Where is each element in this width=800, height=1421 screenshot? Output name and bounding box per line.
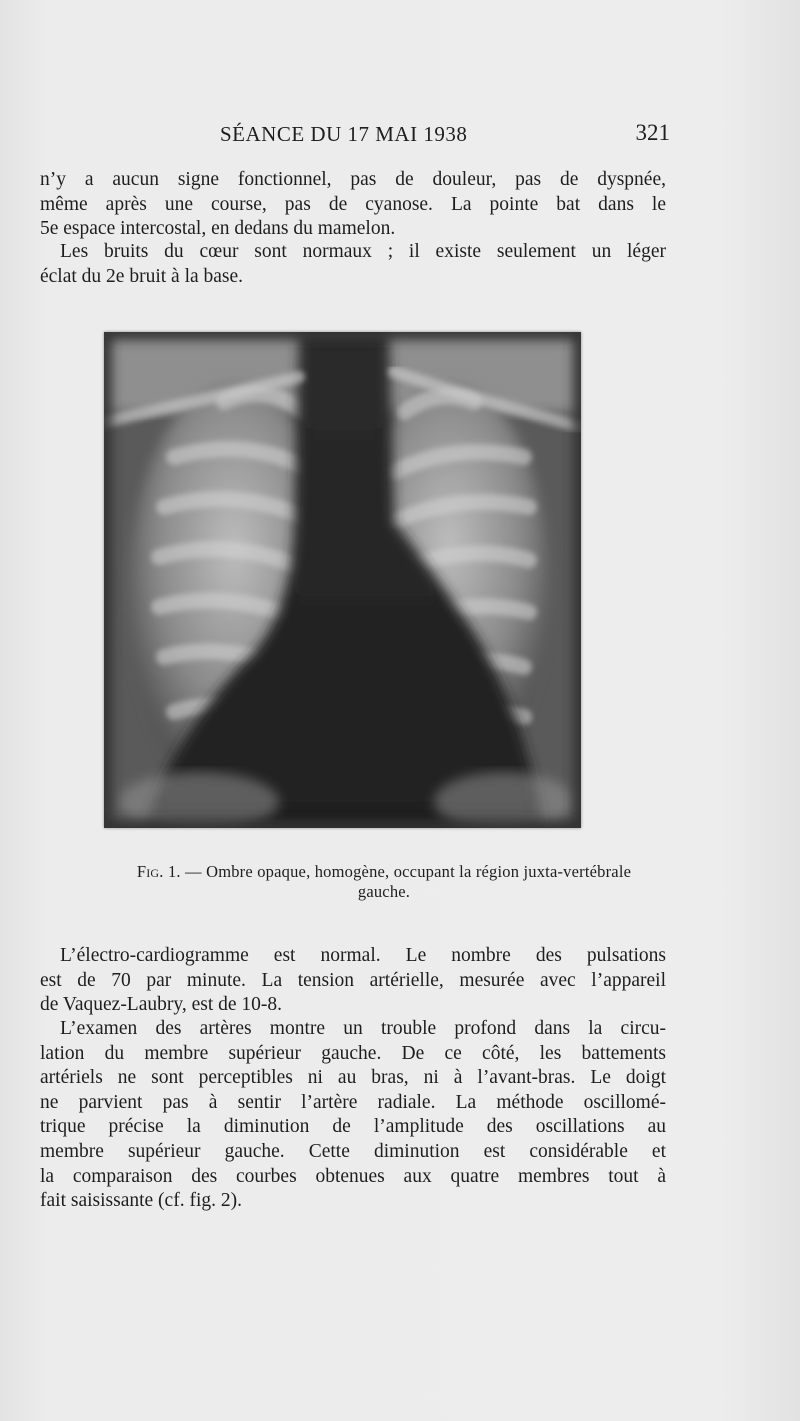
paragraph-3	[40, 944, 666, 1018]
text-line: trique précise la diminution de l’amplitude des oscillations au	[40, 1116, 666, 1138]
chest-xray-drawing	[104, 332, 581, 828]
paragraph-2	[40, 240, 666, 289]
page-number: 321	[635, 120, 670, 145]
paragraph-1	[40, 168, 666, 242]
text-line: artériels ne sont perceptibles ni au bras, ni à l’avant-bras. Le doigt	[40, 1067, 666, 1089]
text-line: de Vaquez-Laubry, est de 10-8.	[40, 994, 283, 1016]
running-header	[220, 118, 670, 152]
chest-xray-image	[104, 332, 581, 828]
text-line: 5e espace intercostal, en dedans du mamelon.	[40, 218, 396, 240]
running-title: SÉANCE DU 17 MAI 1938	[220, 122, 468, 146]
figure-caption	[104, 862, 664, 902]
text-line: ne parvient pas à sentir l’artère radiale. La méthode oscillomé-	[40, 1091, 666, 1113]
text-line: même après une course, pas de cyanose. La pointe bat dans le	[40, 193, 666, 215]
caption-text: — Ombre opaque, homogène, occupant la région juxta-vertébrale	[180, 862, 632, 881]
figure-label: Fig. 1.	[136, 862, 181, 881]
text-line: la comparaison des courbes obtenues aux quatre membres tout à	[40, 1165, 666, 1187]
text-line: n’y a aucun signe fonctionnel, pas de douleur, pas de dyspnée,	[40, 169, 666, 190]
text-line: Les bruits du cœur sont normaux ; il existe seulement un léger	[60, 241, 666, 262]
caption-text-continued: gauche.	[357, 882, 411, 901]
text-line: L’électro-cardiogramme est normal. Le nombre des pulsations	[60, 945, 666, 966]
text-line: est de 70 par minute. La tension artérielle, mesurée avec l’appareil	[40, 969, 666, 991]
paragraph-4	[40, 1017, 666, 1214]
text-line: fait saisissante (cf. fig. 2).	[40, 1190, 242, 1212]
text-line: lation du membre supérieur gauche. De ce côté, les battements	[40, 1042, 666, 1064]
text-line: éclat du 2e bruit à la base.	[40, 265, 244, 287]
text-line: membre supérieur gauche. Cette diminution est considérable et	[40, 1140, 666, 1162]
text-line: L’examen des artères montre un trouble profond dans la circu-	[60, 1018, 666, 1039]
